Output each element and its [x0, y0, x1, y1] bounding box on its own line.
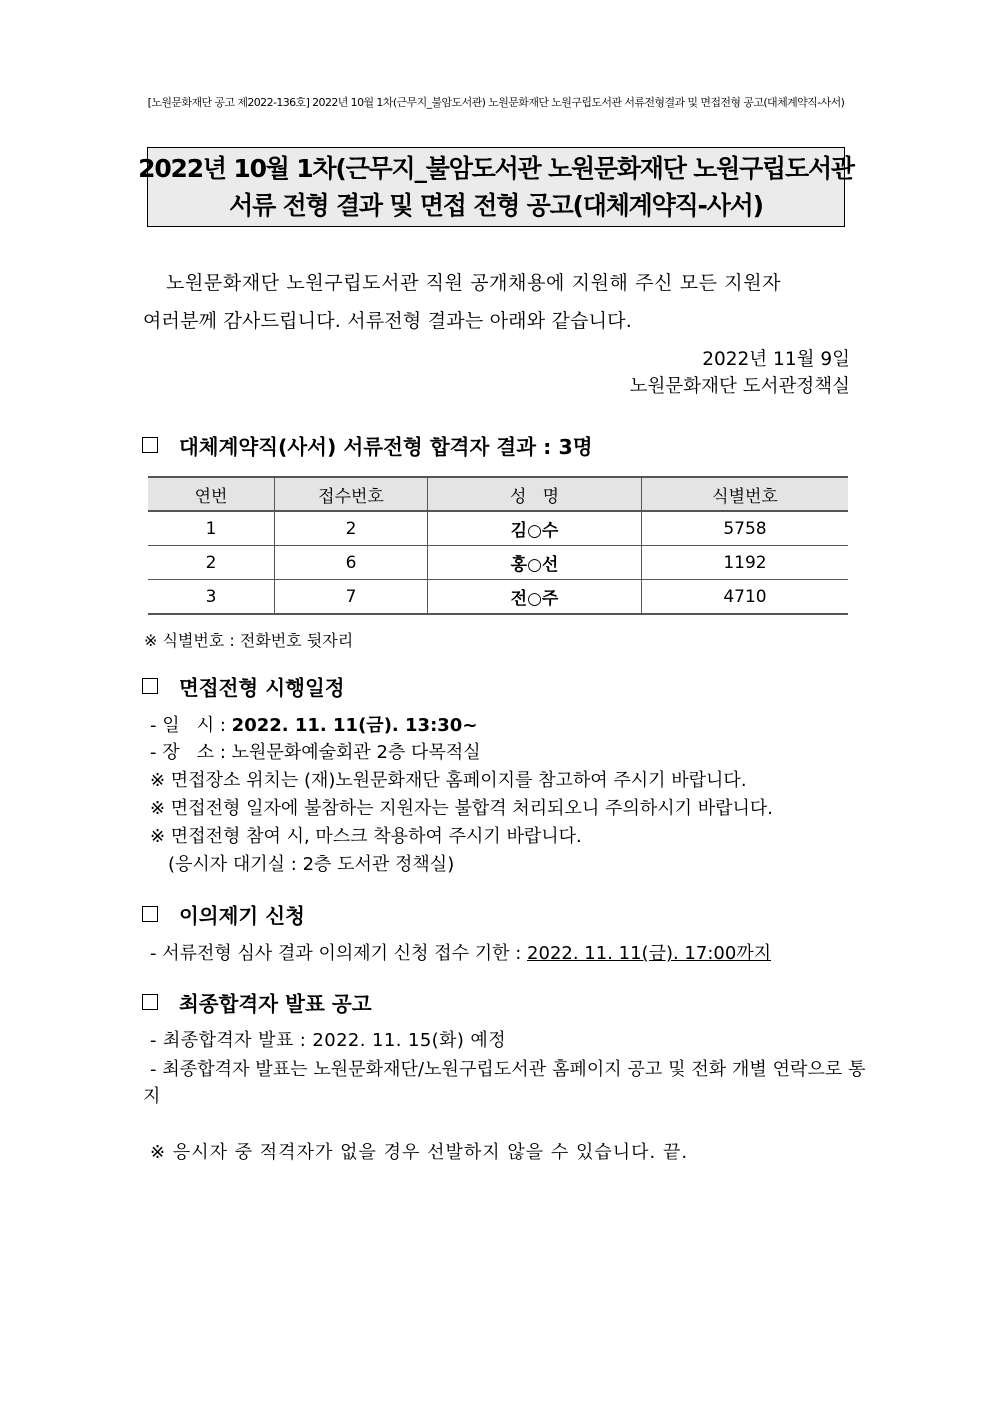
- checkbox-icon: [142, 994, 158, 1010]
- objection-deadline: 2022. 11. 11(금). 17:00까지: [527, 943, 772, 964]
- col-header-receipt: 접수번호: [275, 477, 428, 511]
- interview-date-line: [150, 711, 477, 737]
- checkbox-icon: [142, 906, 158, 922]
- header-line: [노원문화재단 공고 제2022-136호] 2022년 10월 1차(근무지_불암도서관) 노원문화재단 노원구립도서관 서류전형결과 및 면접전형 공고(대체계약직-사서): [147, 96, 845, 109]
- interview-date-label: - 일 시 :: [150, 715, 232, 736]
- section-3-title: 이의제기 신청: [179, 904, 305, 928]
- section-3-heading: [142, 899, 305, 929]
- table-row: [148, 546, 848, 580]
- cell-name: 김○수: [428, 511, 642, 546]
- title-line-2: 서류 전형 결과 및 면접 전형 공고(대체계약직-사서): [229, 191, 763, 220]
- checkbox-icon: [142, 678, 158, 694]
- cell-no: 2: [148, 546, 275, 580]
- result-table: [148, 476, 848, 615]
- interview-date-value: 2022. 11. 11(금). 13:30~: [231, 715, 478, 736]
- cell-no: 3: [148, 580, 275, 615]
- final-announce-line-2: - 최종합격자 발표는 노원문화재단/노원구립도서관 홈페이지 공고 및 전화 개별 연락으로 통: [150, 1059, 866, 1080]
- intro-line-2: 여러분께 감사드립니다. 서류전형 결과는 아래와 같습니다.: [143, 310, 632, 332]
- table-row: [148, 511, 848, 546]
- interview-place: - 장 소 : 노원문화예술회관 2층 다목적실: [150, 742, 481, 763]
- interview-note-2: ※ 면접전형 일자에 불참하는 지원자는 불합격 처리되오니 주의하시기 바랍니다.: [150, 798, 773, 819]
- objection-line: [150, 939, 771, 965]
- table-footnote: ※ 식별번호 : 전화번호 뒷자리: [144, 631, 354, 650]
- objection-text: - 서류전형 심사 결과 이의제기 신청 접수 기한 :: [150, 943, 528, 964]
- closing-note: ※ 응시자 중 적격자가 없을 경우 선발하지 않을 수 있습니다. 끝.: [150, 1142, 689, 1163]
- section-4-heading: [142, 987, 372, 1017]
- cell-receipt: 7: [275, 580, 428, 615]
- final-announce-line-1: - 최종합격자 발표 : 2022. 11. 15(화) 예정: [150, 1030, 506, 1051]
- col-header-id: 식별번호: [642, 477, 849, 511]
- notice-date: 2022년 11월 9일: [702, 349, 850, 370]
- section-4-title: 최종합격자 발표 공고: [179, 992, 372, 1016]
- checkbox-icon: [142, 437, 158, 453]
- interview-note-3: ※ 면접전형 참여 시, 마스크 착용하여 주시기 바랍니다.: [150, 826, 582, 847]
- title-box: [138, 147, 854, 227]
- cell-id: 5758: [642, 511, 849, 546]
- interview-note-4: (응시자 대기실 : 2층 도서관 정책실): [168, 854, 455, 875]
- section-2-title: 면접전형 시행일정: [179, 676, 345, 700]
- title-line-1: 2022년 10월 1차(근무지_불암도서관 노원문화재단 노원구립도서관: [138, 154, 854, 183]
- section-2-heading: [142, 671, 345, 701]
- section-1-heading: [142, 430, 593, 460]
- col-header-no: 연번: [148, 477, 275, 511]
- cell-receipt: 6: [275, 546, 428, 580]
- intro-line-1: 노원문화재단 노원구립도서관 직원 공개채용에 지원해 주신 모든 지원자: [166, 272, 782, 294]
- interview-note-1: ※ 면접장소 위치는 (재)노원문화재단 홈페이지를 참고하여 주시기 바랍니다.: [150, 770, 747, 791]
- cell-name: 홍○선: [428, 546, 642, 580]
- col-header-name: 성 명: [428, 477, 642, 511]
- cell-receipt: 2: [275, 511, 428, 546]
- cell-id: 4710: [642, 580, 849, 615]
- section-1-title: 대체계약직(사서) 서류전형 합격자 결과 : 3명: [179, 435, 593, 459]
- issuer: 노원문화재단 도서관정책실: [629, 376, 850, 397]
- table-header-row: [148, 477, 848, 511]
- final-announce-line-3: 지: [143, 1086, 161, 1107]
- cell-no: 1: [148, 511, 275, 546]
- cell-name: 전○주: [428, 580, 642, 615]
- cell-id: 1192: [642, 546, 849, 580]
- table-row: [148, 580, 848, 615]
